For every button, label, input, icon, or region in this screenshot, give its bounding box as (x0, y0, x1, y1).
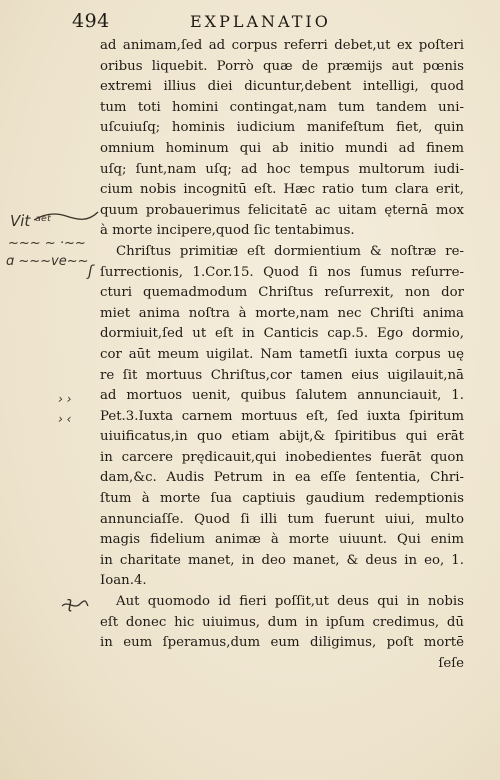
paragraph-start-line: Chriſtus primitiæ eſt dormientium & noſtræ re- (116, 243, 464, 259)
marginal-note-handwritten: ~~~ ~ ·~~ (8, 236, 86, 251)
text-line: annunciaſſe. Quod ſi illi tum fuerunt uiui, multo (100, 511, 464, 527)
text-line: dormiuit,ſed ut eſt in Canticis cap.5. Ego dormio, (100, 326, 464, 342)
marginal-mark: › ‹ (58, 412, 72, 426)
marginal-mark: ʅ (66, 593, 74, 612)
pen-flourish-mark (60, 598, 90, 612)
marginal-note-handwritten: Vi̇t ᵃᵉᵗ (10, 212, 52, 230)
text-line: cturi quemadmodum Chriſtus reſurrexit, non dor (100, 285, 464, 301)
page-number: 494 (72, 10, 110, 32)
text-line: Pet.3.Iuxta carnem mortuus eſt, ſed iuxta ſpiritum (100, 408, 464, 424)
text-line: à morte incipere,quod ſic tentabimus. (100, 223, 355, 239)
marginal-note-handwritten: ɑ ~~~ve~~ (6, 254, 89, 269)
text-line: uſq; ſunt,nam uſq; ad hoc tempus multorum iudi- (100, 161, 464, 177)
text-line: Ioan.4. (100, 573, 147, 589)
page-header (72, 10, 480, 36)
text-line: eſt donec hic uiuimus, dum in ipſum credimus, dū (100, 614, 464, 630)
text-line: extremi illius diei dicuntur,debent intelligi, quod (100, 79, 464, 95)
text-line: dam,&c. Audis Petrum in ea eſſe ſententia, Chri- (100, 470, 464, 486)
text-line: tum toti homini contingat,nam tum tandem uni- (100, 99, 464, 115)
marginal-mark: ʃ (88, 262, 94, 280)
text-line: uſcuiuſq; hominis iudicium manifeſtum fiet, quin (100, 120, 464, 136)
main-text-block (100, 36, 464, 674)
text-line: in charitate manet, in deo manet, & deus in eo, 1. (100, 552, 464, 568)
catchword: ſeſe (438, 655, 464, 671)
text-line: quum probauerimus felicitatē ac uitam ęternā mox (100, 202, 464, 218)
text-line: cium nobis incognitū eſt. Hæc ratio tum clara erit, (100, 182, 464, 198)
text-line: ſurrectionis, 1.Cor.15. Quod ſi nos ſumus reſurre- (100, 264, 464, 280)
text-line: in carcere prędicauit,qui inobedientes fuerāt quon (100, 449, 464, 465)
text-line: cor aūt meum uigilat. Nam tametſi iuxta corpus uę (100, 346, 464, 362)
paragraph-start-line: Aut quomodo id fieri poſſit,ut deus qui in nobis (116, 594, 464, 610)
text-line: oribus liquebit. Porrò quæ de præmijs aut pœnis (100, 58, 464, 74)
running-title: EXPLANATIO (190, 12, 331, 31)
text-line: uiuificatus,in quo etiam abijt,& ſpiritibus qui erāt (100, 429, 464, 445)
marginal-mark: › › (58, 392, 72, 406)
text-line: omnium hominum qui ab initio mundi ad finem (100, 140, 464, 156)
text-line: miet anima noſtra à morte,nam nec Chriſti anima (100, 305, 464, 321)
pen-flourish-mark (32, 206, 102, 226)
text-line: magis fidelium animæ à morte uiuunt. Qui enim (100, 532, 464, 548)
text-line: ad mortuos uenit, quibus ſalutem annunciauit, 1. (100, 388, 464, 404)
text-line: ſtum à morte ſua captiuis gaudium redemptionis (100, 491, 464, 507)
text-line: re ſit mortuus Chriſtus,cor tamen eius uigilauit,nā (100, 367, 464, 383)
text-line: in eum ſperamus,dum eum diligimus, poſt mortē (100, 635, 464, 651)
text-line: ad animam,ſed ad corpus referri debet,ut ex poſteri (100, 38, 464, 53)
